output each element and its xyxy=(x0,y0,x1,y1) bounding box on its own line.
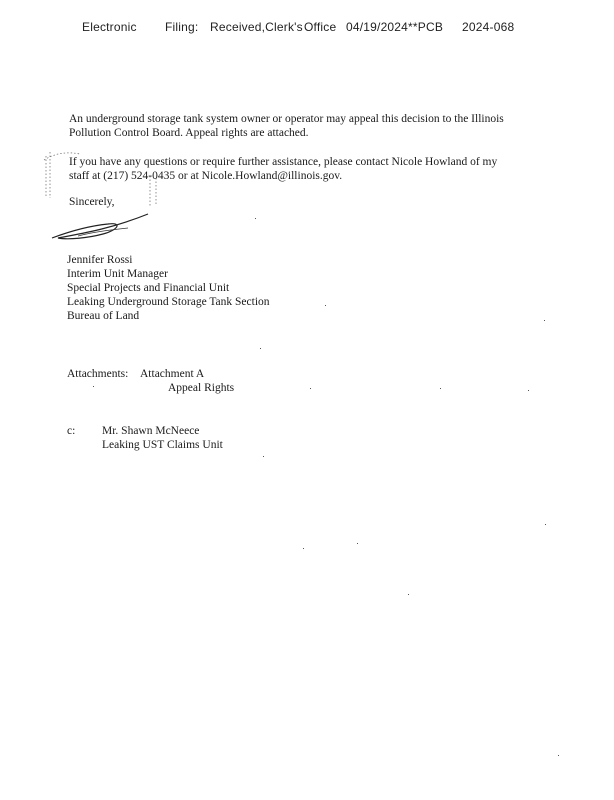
header-filing: Filing: xyxy=(165,20,199,34)
attachments-list xyxy=(140,367,234,395)
attachment-item-1: Attachment A xyxy=(140,368,205,380)
signatory-name: Jennifer Rossi xyxy=(67,254,133,266)
header-office: Office xyxy=(304,20,337,34)
cc-name: Mr. Shawn McNeece xyxy=(102,425,200,437)
signature xyxy=(48,208,158,248)
cc-label: c: xyxy=(67,425,76,437)
signatory-unit: Special Projects and Financial Unit xyxy=(67,282,230,294)
cc-block xyxy=(102,424,223,452)
header-electronic: Electronic xyxy=(82,20,137,34)
scan-speck xyxy=(544,320,545,321)
contact-line-1: If you have any questions or require further assistance, please contact Nicole Howland of my xyxy=(69,156,498,168)
signatory-title: Interim Unit Manager xyxy=(67,268,168,280)
scan-speck xyxy=(528,390,529,391)
scan-speck xyxy=(93,386,94,387)
attachments-label: Attachments: xyxy=(67,368,129,380)
closing: Sincerely, xyxy=(69,196,115,208)
scan-speck xyxy=(303,548,304,549)
scan-speck xyxy=(408,594,409,595)
signatory-bureau: Bureau of Land xyxy=(67,310,140,322)
header-received: Received,Clerk's xyxy=(210,20,303,34)
header-date: 04/19/2024**PCB xyxy=(346,20,444,34)
signatory-section: Leaking Underground Storage Tank Section xyxy=(67,296,270,308)
appeal-line-2: Pollution Control Board. Appeal rights are attached. xyxy=(69,127,309,139)
scan-speck xyxy=(263,456,264,457)
scan-speck xyxy=(558,755,559,756)
cc-unit: Leaking UST Claims Unit xyxy=(102,439,223,451)
header-case-number: 2024-068 xyxy=(462,20,515,34)
scan-speck xyxy=(260,348,261,349)
appeal-line-1: An underground storage tank system owner or operator may appeal this decision to the Illinois xyxy=(69,113,504,125)
scan-speck xyxy=(440,388,441,389)
attachment-item-2: Appeal Rights xyxy=(168,382,235,394)
scan-speck xyxy=(255,218,256,219)
contact-line-2: staff at (217) 524-0435 or at Nicole.Howland@illinois.gov. xyxy=(69,170,343,182)
scan-speck xyxy=(357,543,358,544)
signature-block xyxy=(67,253,270,323)
appeal-paragraph xyxy=(69,112,504,140)
contact-paragraph xyxy=(69,155,497,183)
scan-speck xyxy=(545,524,546,525)
scan-speck xyxy=(325,305,326,306)
scan-speck xyxy=(310,388,311,389)
